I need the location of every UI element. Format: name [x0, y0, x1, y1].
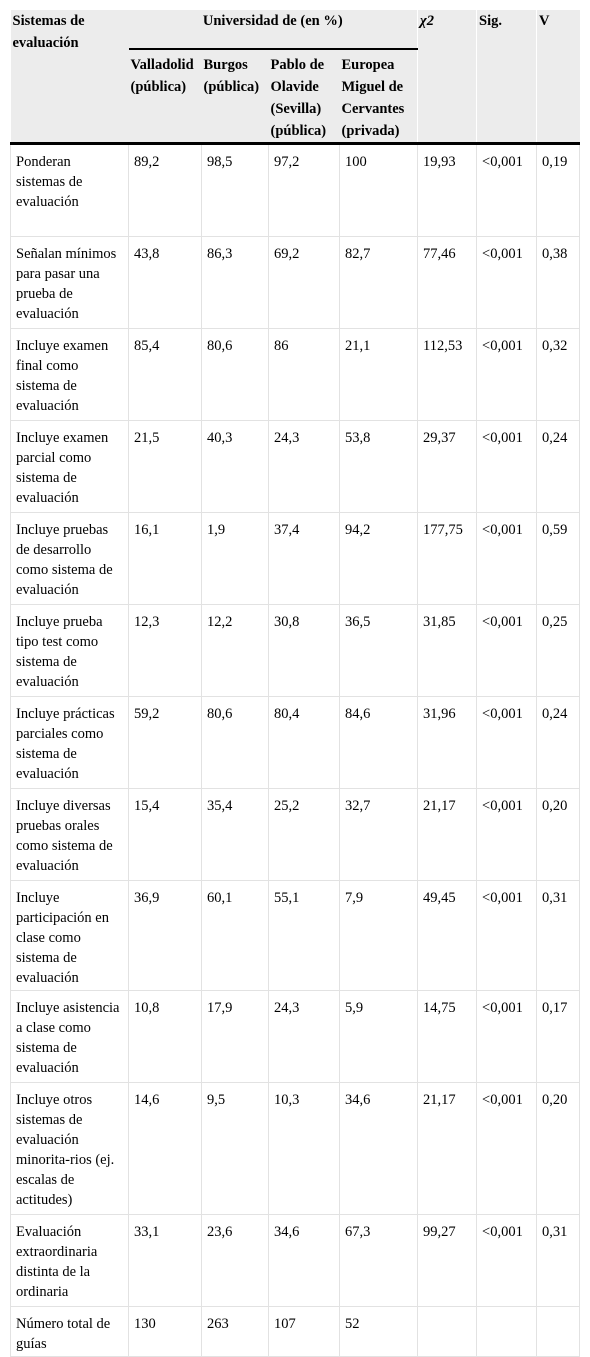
- cell-chi-square: 29,37: [418, 421, 477, 513]
- cell-burgos: 35,4: [202, 789, 269, 881]
- cell-valladolid: 33,1: [129, 1215, 202, 1307]
- row-label: Incluye asistencia a clase como sistema de evaluación: [11, 991, 129, 1083]
- cell-v: 0,25: [537, 605, 580, 697]
- cell-chi-square: [418, 1307, 477, 1357]
- row-label: Número total de guías: [11, 1307, 129, 1357]
- table-row: [11, 605, 580, 697]
- cell-valladolid: 14,6: [129, 1083, 202, 1215]
- cell-pablo-de-olavide: 37,4: [269, 513, 340, 605]
- cell-chi-square: 31,85: [418, 605, 477, 697]
- row-label: Incluye prácticas parciales como sistema de evaluación: [11, 697, 129, 789]
- cell-pablo-de-olavide: 34,6: [269, 1215, 340, 1307]
- cell-v: 0,24: [537, 697, 580, 789]
- cell-pablo-de-olavide: 107: [269, 1307, 340, 1357]
- cell-v: 0,59: [537, 513, 580, 605]
- cell-europea: 100: [340, 144, 418, 237]
- cell-sig: <0,001: [477, 513, 537, 605]
- cell-pablo-de-olavide: 97,2: [269, 144, 340, 237]
- cell-burgos: 263: [202, 1307, 269, 1357]
- cell-v: 0,20: [537, 1083, 580, 1215]
- cell-europea: 52: [340, 1307, 418, 1357]
- row-label: Ponderan sistemas de evaluación: [11, 144, 129, 237]
- header-valladolid: Valladolid (pública): [129, 49, 202, 144]
- cell-europea: 53,8: [340, 421, 418, 513]
- cell-chi-square: 31,96: [418, 697, 477, 789]
- cell-chi-square: 21,17: [418, 1083, 477, 1215]
- cell-sig: <0,001: [477, 329, 537, 421]
- table-row: [11, 697, 580, 789]
- cell-europea: 7,9: [340, 881, 418, 991]
- cell-pablo-de-olavide: 86: [269, 329, 340, 421]
- cell-sig: <0,001: [477, 991, 537, 1083]
- header-pablo-de-olavide: Pablo de Olavide (Sevilla) (pública): [269, 49, 340, 144]
- cell-burgos: 17,9: [202, 991, 269, 1083]
- cell-europea: 21,1: [340, 329, 418, 421]
- cell-pablo-de-olavide: 69,2: [269, 237, 340, 329]
- cell-v: 0,24: [537, 421, 580, 513]
- cell-chi-square: 19,93: [418, 144, 477, 237]
- cell-chi-square: 49,45: [418, 881, 477, 991]
- cell-europea: 94,2: [340, 513, 418, 605]
- cell-burgos: 86,3: [202, 237, 269, 329]
- header-europea-miguel-de-cervantes: Europea Miguel de Cervantes (privada): [340, 49, 418, 144]
- row-label: Evaluación extraordinaria distinta de la ordinaria: [11, 1215, 129, 1307]
- cell-v: 0,38: [537, 237, 580, 329]
- cell-pablo-de-olavide: 80,4: [269, 697, 340, 789]
- table-row: [11, 237, 580, 329]
- cell-burgos: 80,6: [202, 697, 269, 789]
- row-label: Incluye examen parcial como sistema de evaluación: [11, 421, 129, 513]
- header-sistemas: Sistemas de evaluación: [11, 10, 129, 144]
- cell-v: 0,19: [537, 144, 580, 237]
- cell-sig: <0,001: [477, 237, 537, 329]
- cell-sig: <0,001: [477, 144, 537, 237]
- cell-chi-square: 99,27: [418, 1215, 477, 1307]
- cell-pablo-de-olavide: 24,3: [269, 421, 340, 513]
- table-row: [11, 991, 580, 1083]
- row-label: Incluye participación en clase como sistema de evaluación: [11, 881, 129, 991]
- cell-chi-square: 21,17: [418, 789, 477, 881]
- table-row: [11, 1083, 580, 1215]
- row-label: Incluye prueba tipo test como sistema de evaluación: [11, 605, 129, 697]
- cell-burgos: 12,2: [202, 605, 269, 697]
- cell-sig: <0,001: [477, 605, 537, 697]
- cell-europea: 82,7: [340, 237, 418, 329]
- table-row: [11, 144, 580, 237]
- cell-sig: [477, 1307, 537, 1357]
- cell-v: 0,31: [537, 881, 580, 991]
- cell-valladolid: 16,1: [129, 513, 202, 605]
- cell-valladolid: 85,4: [129, 329, 202, 421]
- cell-valladolid: 59,2: [129, 697, 202, 789]
- cell-europea: 32,7: [340, 789, 418, 881]
- row-label: Señalan mínimos para pasar una prueba de evaluación: [11, 237, 129, 329]
- header-v: V: [537, 10, 580, 144]
- cell-pablo-de-olavide: 25,2: [269, 789, 340, 881]
- cell-burgos: 98,5: [202, 144, 269, 237]
- row-label: Incluye pruebas de desarrollo como sistema de evaluación: [11, 513, 129, 605]
- cell-burgos: 40,3: [202, 421, 269, 513]
- cell-sig: <0,001: [477, 421, 537, 513]
- cell-valladolid: 12,3: [129, 605, 202, 697]
- cell-pablo-de-olavide: 30,8: [269, 605, 340, 697]
- cell-sig: <0,001: [477, 789, 537, 881]
- cell-valladolid: 15,4: [129, 789, 202, 881]
- cell-europea: 5,9: [340, 991, 418, 1083]
- header-sig: Sig.: [477, 10, 537, 144]
- table-body: [11, 144, 580, 1357]
- cell-sig: <0,001: [477, 697, 537, 789]
- cell-valladolid: 43,8: [129, 237, 202, 329]
- cell-valladolid: 10,8: [129, 991, 202, 1083]
- row-label: Incluye diversas pruebas orales como sistema de evaluación: [11, 789, 129, 881]
- cell-sig: <0,001: [477, 1215, 537, 1307]
- cell-chi-square: 77,46: [418, 237, 477, 329]
- cell-sig: <0,001: [477, 1083, 537, 1215]
- cell-burgos: 9,5: [202, 1083, 269, 1215]
- cell-valladolid: 130: [129, 1307, 202, 1357]
- header-chi-square: χ2: [418, 10, 477, 144]
- cell-chi-square: 177,75: [418, 513, 477, 605]
- evaluation-systems-table: [10, 10, 580, 1357]
- cell-pablo-de-olavide: 24,3: [269, 991, 340, 1083]
- row-label: Incluye examen final como sistema de evaluación: [11, 329, 129, 421]
- table-row: [11, 1215, 580, 1307]
- cell-europea: 67,3: [340, 1215, 418, 1307]
- cell-v: 0,31: [537, 1215, 580, 1307]
- cell-v: 0,17: [537, 991, 580, 1083]
- table-row: [11, 789, 580, 881]
- table-row: [11, 329, 580, 421]
- header-universidad-group: Universidad de (en %): [129, 10, 418, 49]
- cell-burgos: 80,6: [202, 329, 269, 421]
- cell-chi-square: 112,53: [418, 329, 477, 421]
- table-header: [11, 10, 580, 144]
- cell-europea: 34,6: [340, 1083, 418, 1215]
- cell-pablo-de-olavide: 10,3: [269, 1083, 340, 1215]
- cell-pablo-de-olavide: 55,1: [269, 881, 340, 991]
- cell-europea: 36,5: [340, 605, 418, 697]
- cell-v: [537, 1307, 580, 1357]
- table-row: [11, 881, 580, 991]
- cell-burgos: 60,1: [202, 881, 269, 991]
- cell-valladolid: 21,5: [129, 421, 202, 513]
- cell-burgos: 23,6: [202, 1215, 269, 1307]
- cell-sig: <0,001: [477, 881, 537, 991]
- cell-valladolid: 36,9: [129, 881, 202, 991]
- table-row: [11, 1307, 580, 1357]
- table-row: [11, 513, 580, 605]
- table-row: [11, 421, 580, 513]
- cell-v: 0,20: [537, 789, 580, 881]
- cell-burgos: 1,9: [202, 513, 269, 605]
- header-burgos: Burgos (pública): [202, 49, 269, 144]
- row-label: Incluye otros sistemas de evaluación minorita-rios (ej. escalas de actitudes): [11, 1083, 129, 1215]
- cell-europea: 84,6: [340, 697, 418, 789]
- cell-chi-square: 14,75: [418, 991, 477, 1083]
- cell-valladolid: 89,2: [129, 144, 202, 237]
- cell-v: 0,32: [537, 329, 580, 421]
